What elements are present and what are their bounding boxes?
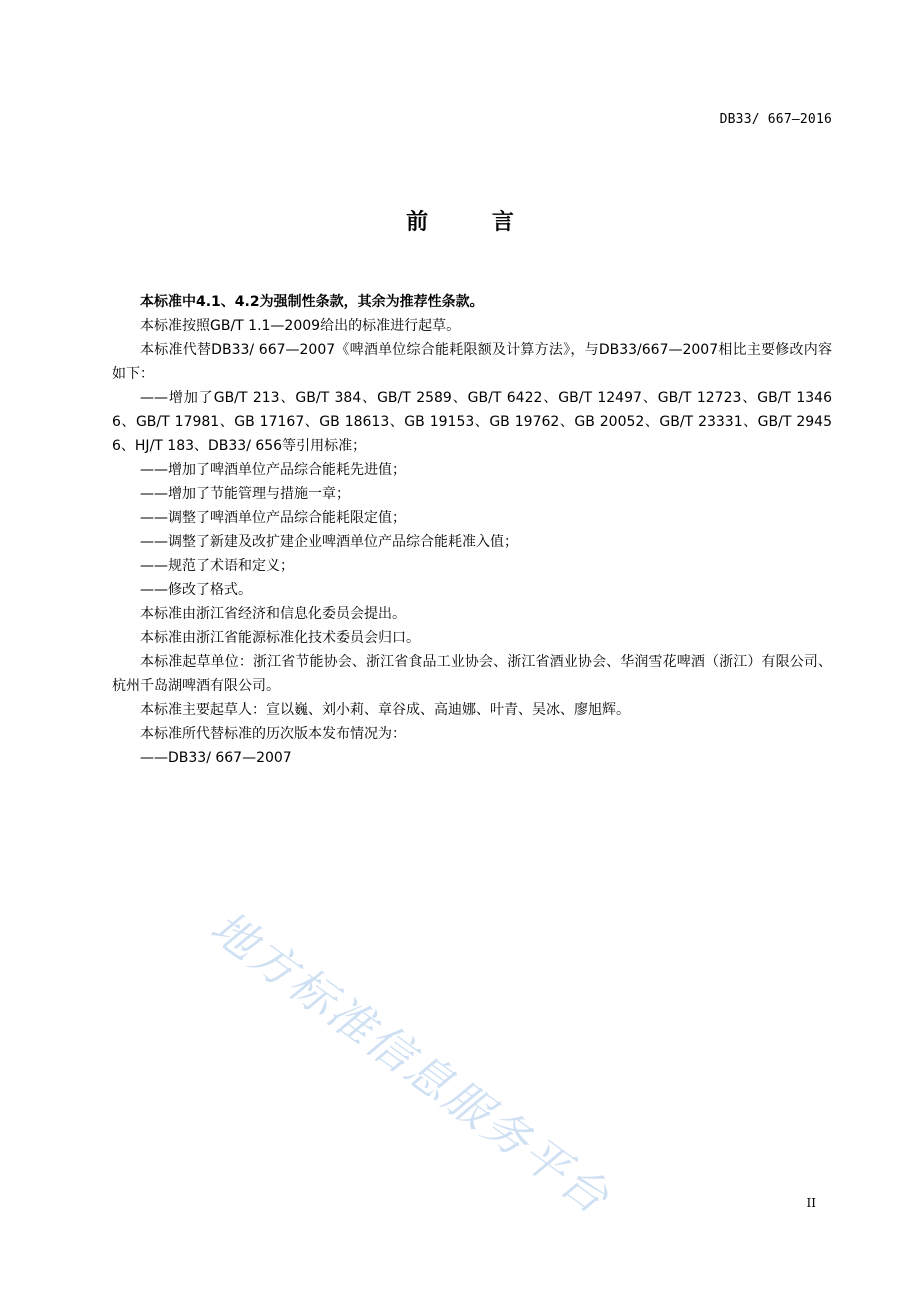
- change-item-terms: ——规范了术语和定义；: [140, 558, 294, 574]
- paragraph-previous-editions: 本标准所代替标准的历次版本发布情况为：: [140, 726, 406, 742]
- change-item-entry-value: ——调整了新建及改扩建企业啤酒单位产品综合能耗准入值；: [140, 534, 518, 550]
- change-item-limit-value: ——调整了啤酒单位产品综合能耗限定值；: [140, 510, 406, 526]
- paragraph-mandatory-clauses: 本标准中4.1、4.2为强制性条款，其余为推荐性条款。: [140, 294, 484, 310]
- change-item-management-chapter: ——增加了节能管理与措施一章；: [140, 486, 350, 502]
- change-item-advanced-value: ——增加了啤酒单位产品综合能耗先进值；: [140, 462, 406, 478]
- foreword-body: [112, 290, 832, 770]
- watermark-text: 地方标准信息服务平台: [200, 900, 621, 1226]
- page-title: 前 言: [406, 210, 542, 235]
- change-item-references: ——增加了GB/T 213、GB/T 384、GB/T 2589、GB/T 6422、GB/T 12497、GB/T 12723、GB/T 13466、GB/T 17981、GB 17167、GB 18613、GB 19153、GB 19762、GB 20052、GB/T 23331、GB/T 29456、HJ/T 183、DB33/ 656等引用标准；: [112, 390, 832, 454]
- document-code: DB33/ 667—2016: [719, 112, 832, 127]
- previous-edition-item: ——DB33/ 667—2007: [140, 750, 292, 766]
- paragraph-replaces-standard: 本标准代替DB33/ 667—2007《啤酒单位综合能耗限额及计算方法》，与DB33/667—2007相比主要修改内容如下：: [112, 342, 832, 382]
- paragraph-proposed-by: 本标准由浙江省经济和信息化委员会提出。: [140, 606, 406, 622]
- paragraph-drafters: 本标准主要起草人：宣以巍、刘小莉、章谷成、高迪娜、叶青、吴冰、廖旭辉。: [140, 702, 630, 718]
- page-number: II: [806, 1196, 816, 1210]
- paragraph-drafting-rules: 本标准按照GB/T 1.1—2009给出的标准进行起草。: [140, 318, 461, 334]
- paragraph-centralized-by: 本标准由浙江省能源标准化技术委员会归口。: [140, 630, 420, 646]
- paragraph-drafting-units: 本标准起草单位：浙江省节能协会、浙江省食品工业协会、浙江省酒业协会、华润雪花啤酒（浙江）有限公司、杭州千岛湖啤酒有限公司。: [112, 654, 832, 694]
- change-item-format: ——修改了格式。: [140, 582, 252, 598]
